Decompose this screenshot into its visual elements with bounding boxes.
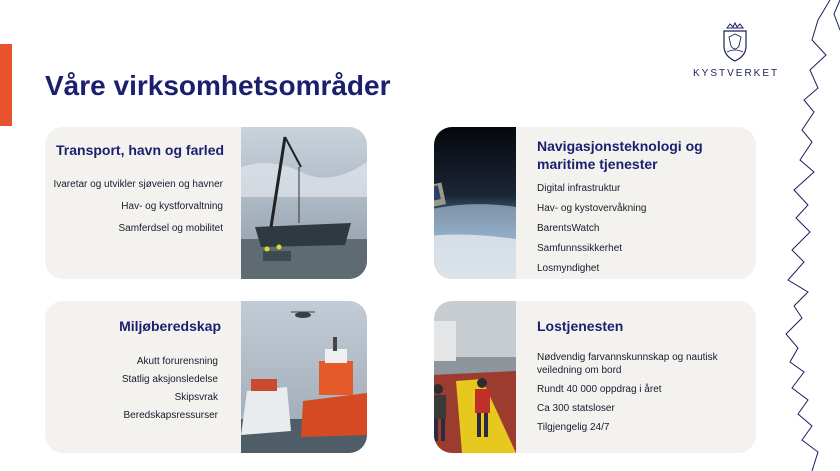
card-heading: Lostjenesten	[537, 318, 624, 334]
list-item: Rundt 40 000 oppdrag i året	[537, 384, 662, 395]
list-item: Samferdsel og mobilitet	[118, 223, 223, 234]
photo-crane-vessel	[241, 127, 367, 279]
list-item: Nødvendig farvannskunnskap og nautisk veiledning om bord	[537, 352, 718, 376]
card-miljoberedskap	[45, 301, 367, 453]
card-heading: Navigasjonsteknologi og maritime tjenester	[537, 138, 703, 172]
coastline-decoration	[774, 0, 840, 471]
card-list	[537, 351, 752, 440]
card-list	[537, 182, 647, 279]
photo-satellite	[434, 127, 516, 279]
list-item: Hav- og kystforvaltning	[121, 201, 223, 212]
page-title: Våre virksomhetsområder	[45, 70, 391, 101]
card-heading: Miljøberedskap	[119, 318, 221, 334]
card-lostjenesten	[434, 301, 756, 453]
accent-bar	[0, 44, 12, 126]
list-item: Statlig aksjonsledelse	[121, 374, 218, 385]
photo-rescue-vessels	[241, 301, 367, 453]
card-heading: Transport, havn og farled	[56, 142, 225, 158]
list-item: Akutt forurensning	[136, 356, 218, 367]
list-item: Ca 300 statsloser	[537, 403, 615, 414]
card-navigasjon	[434, 127, 756, 279]
list-item: Tilgjengelig 24/7	[537, 422, 610, 433]
card-transport	[45, 127, 367, 279]
list-item: Ivaretar og utvikler sjøveien og havner	[53, 179, 223, 190]
list-item: Samfunnssikkerhet	[537, 243, 623, 254]
card-list	[48, 355, 218, 427]
list-item: Digital infrastruktur	[537, 183, 621, 194]
photo-pilots-on-deck	[434, 301, 516, 453]
list-item: Skipsvrak	[174, 392, 218, 403]
kystverket-logo	[693, 20, 779, 82]
crest-icon	[721, 22, 749, 62]
list-item: BarentsWatch	[537, 223, 600, 234]
card-list	[53, 178, 223, 244]
logo-text: KYSTVERKET	[693, 68, 780, 79]
list-item: Beredskapsressurser	[123, 410, 218, 421]
list-item: Losmyndighet	[537, 263, 600, 274]
list-item: Hav- og kystovervåkning	[537, 203, 647, 214]
